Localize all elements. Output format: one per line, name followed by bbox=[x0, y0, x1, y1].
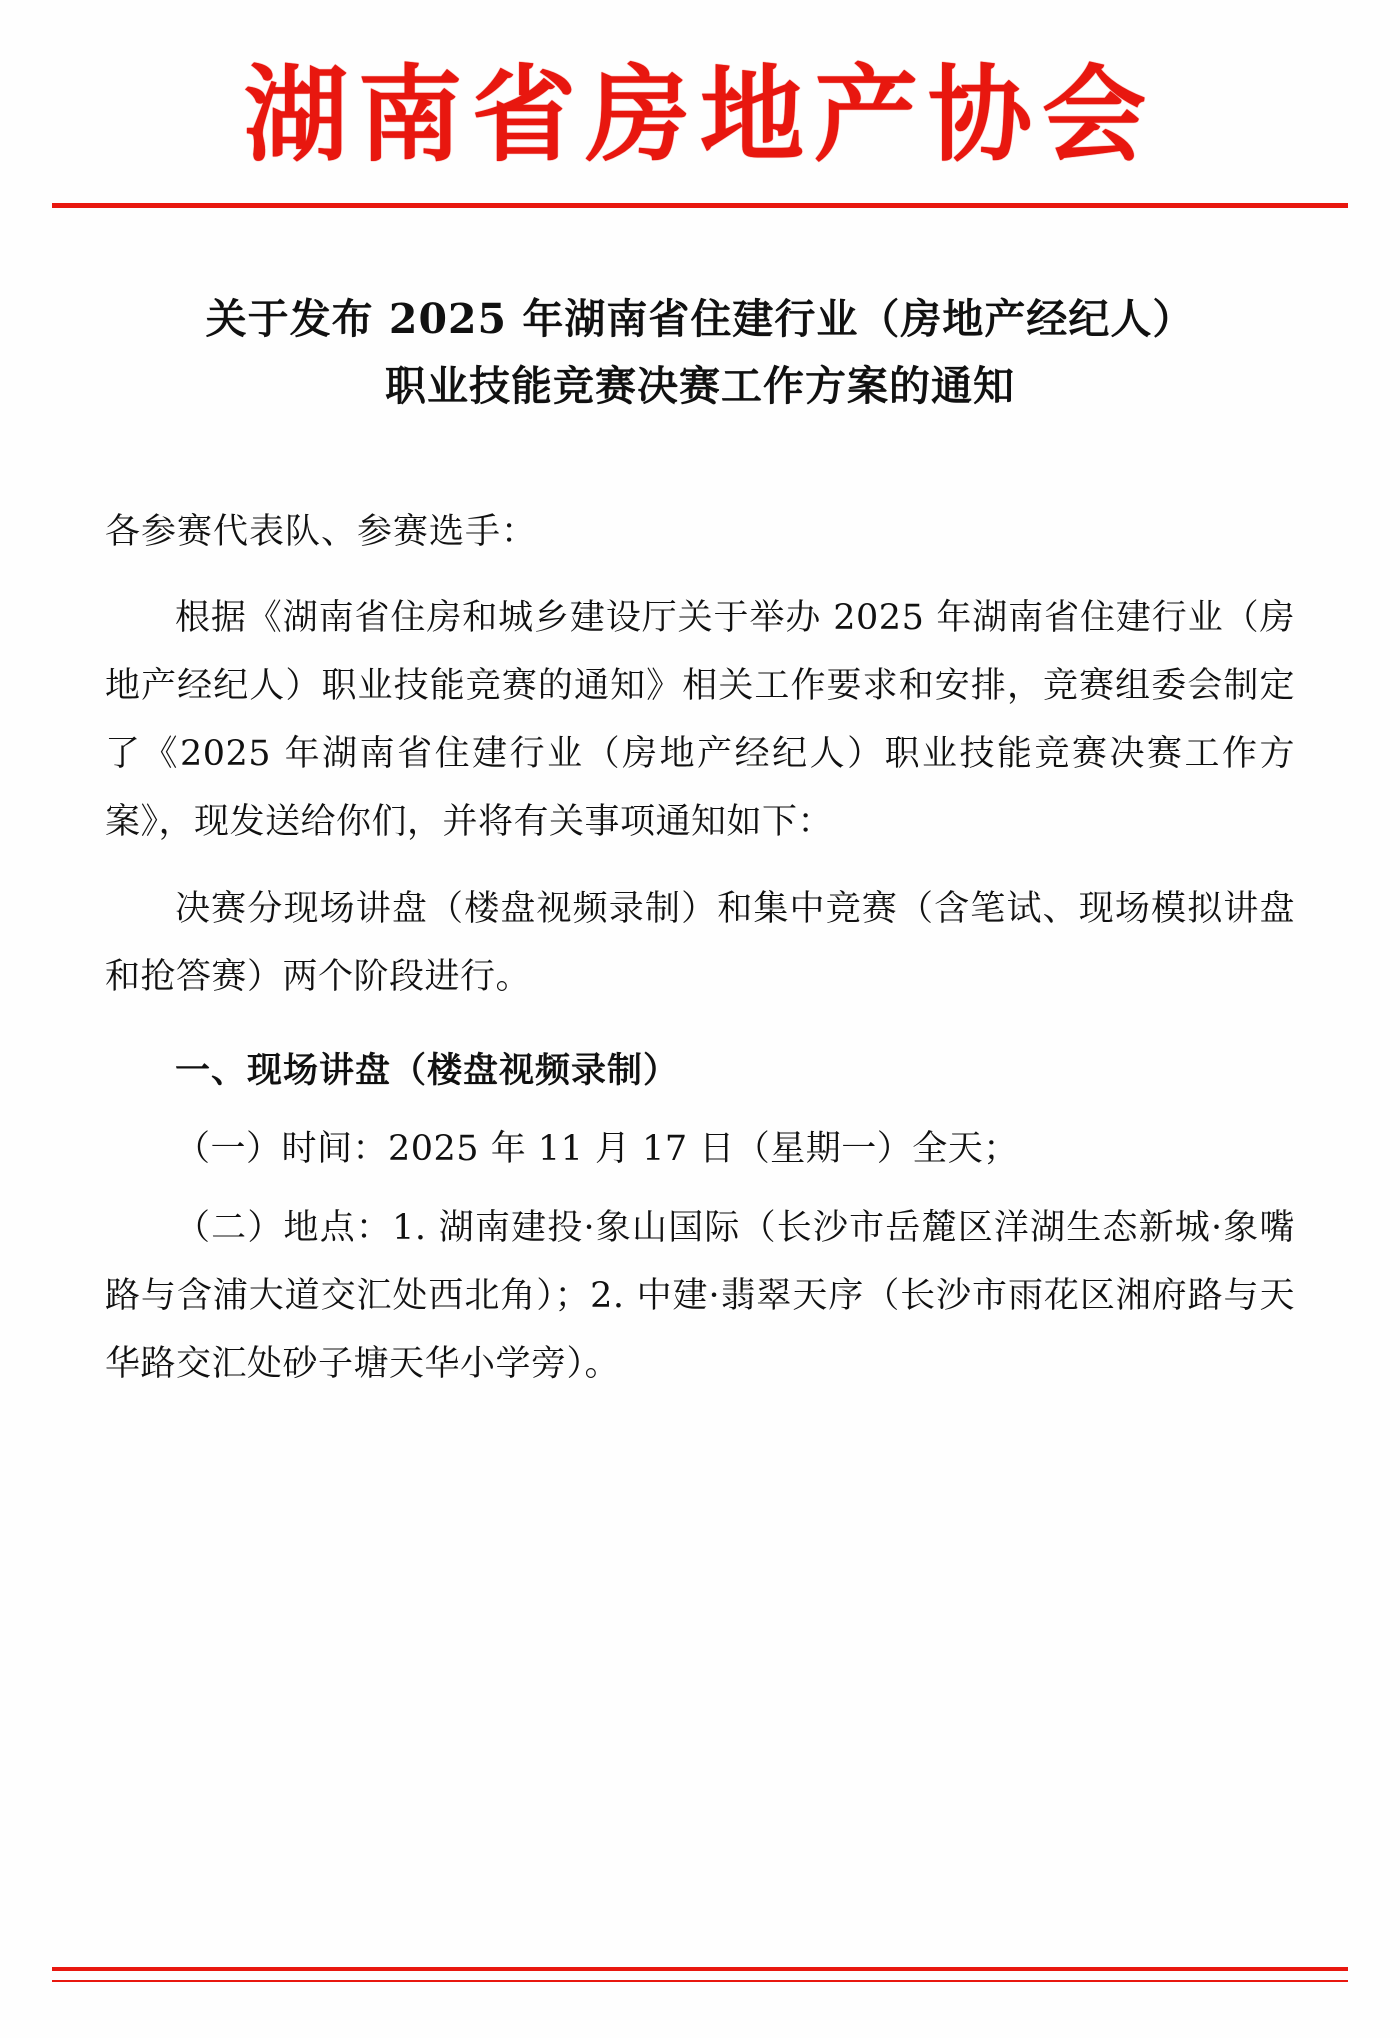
footer-rule-container bbox=[52, 1967, 1348, 1982]
letterhead bbox=[0, 0, 1400, 208]
section-item-time: （一）时间：2025 年 11 月 17 日（星期一）全天； bbox=[175, 1129, 1019, 1170]
section-heading-1: 一、现场讲盘（楼盘视频录制） bbox=[175, 1050, 680, 1091]
footer-red-rule-thin bbox=[52, 1980, 1348, 1982]
footer-red-rule-thick bbox=[52, 1967, 1348, 1971]
document-body bbox=[0, 286, 1400, 1398]
organization-title: 湖南省房地产协会 bbox=[243, 53, 1156, 176]
document-title-line-2: 职业技能竞赛决赛工作方案的通知 bbox=[385, 361, 1015, 410]
section-item-location: （二）地点：1. 湖南建投·象山国际（长沙市岳麓区洋湖生态新城·象嘴路与含浦大道交汇处西北角）；2. 中建·翡翠天序（长沙市雨花区湘府路与天华路交汇处砂子塘天华小学旁）。 bbox=[105, 1207, 1295, 1384]
letterhead-red-rule bbox=[52, 203, 1348, 208]
document-title-line-1: 关于发布 2025 年湖南省住建行业（房地产经纪人） bbox=[205, 295, 1195, 344]
body-paragraph-1: 根据《湖南省住房和城乡建设厅关于举办 2025 年湖南省住建行业（房地产经纪人）职业技能竞赛的通知》相关工作要求和安排，竞赛组委会制定了《2025 年湖南省住建行业（房地产经纪人）职业技能竞赛决赛工作方案》，现发送给你们，并将有关事项通知如下： bbox=[105, 597, 1295, 843]
salutation: 各参赛代表队、参赛选手： bbox=[105, 512, 538, 552]
document-title bbox=[105, 286, 1295, 419]
body-paragraph-2: 决赛分现场讲盘（楼盘视频录制）和集中竞赛（含笔试、现场模拟讲盘和抢答赛）两个阶段进行。 bbox=[105, 888, 1295, 997]
letterhead-rule-container bbox=[0, 203, 1400, 208]
